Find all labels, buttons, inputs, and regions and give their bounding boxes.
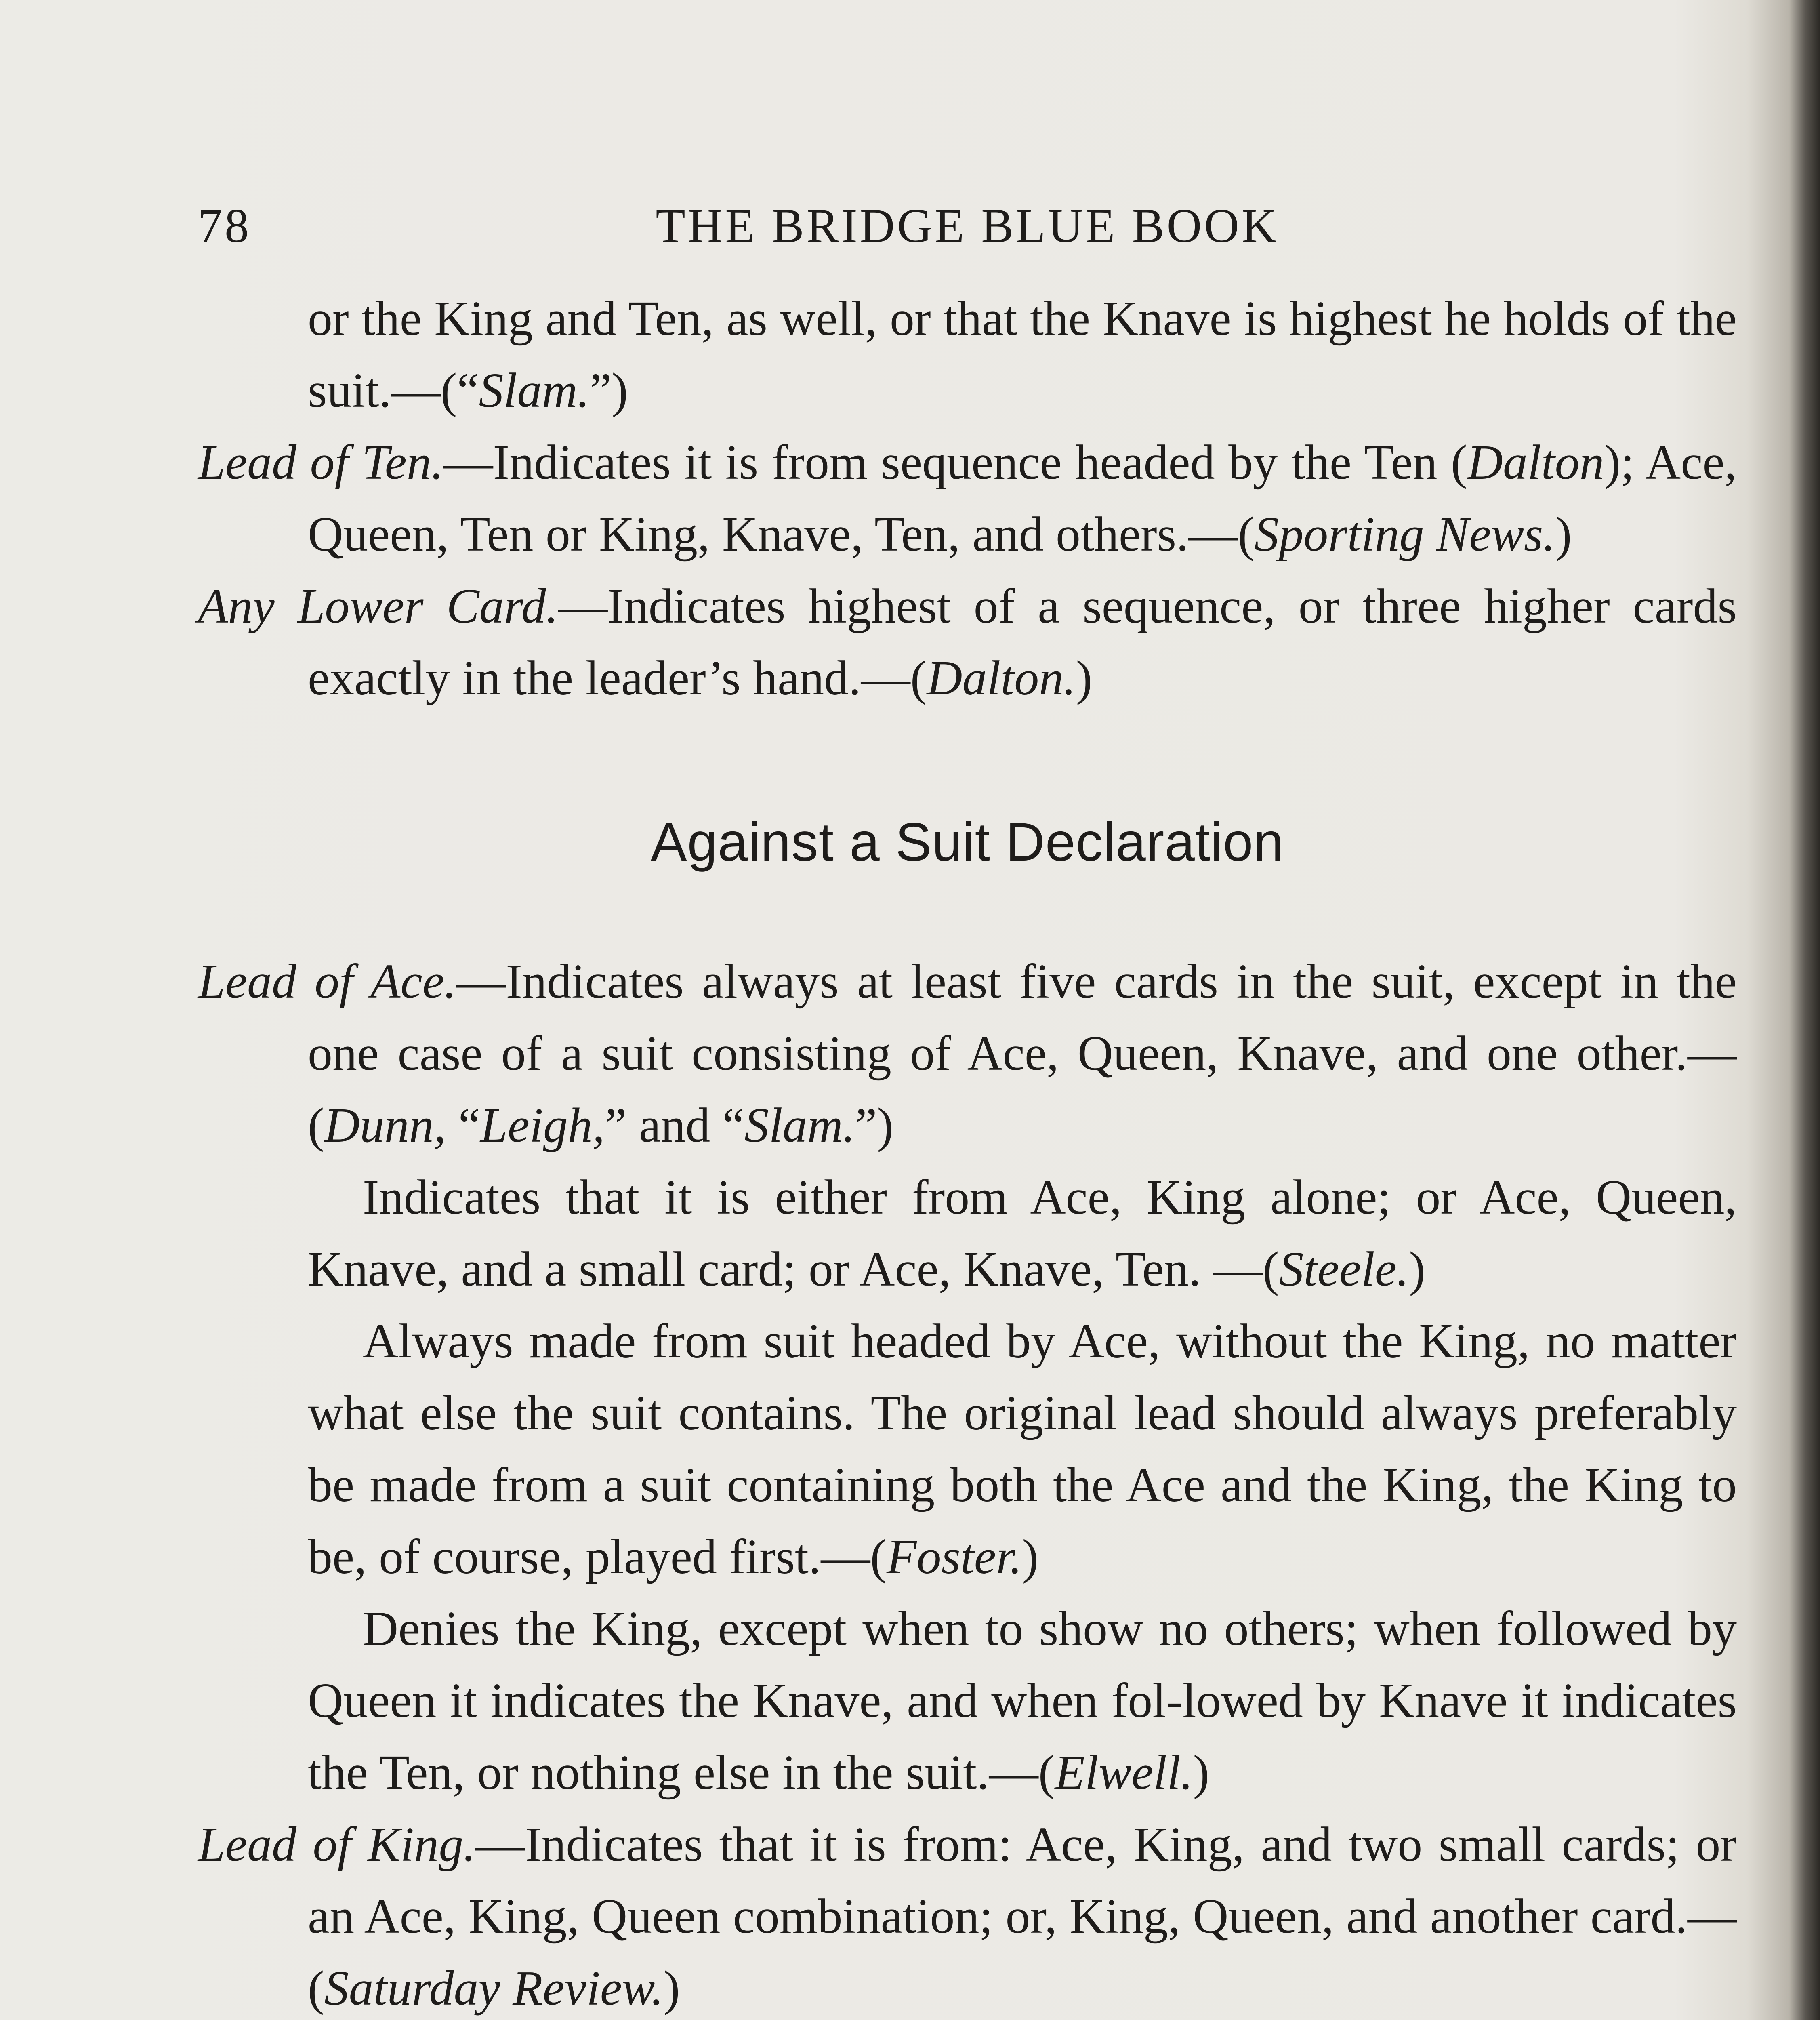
entry-lead-of-ace: Lead of Ace.—Indicates always at least five cards in the suit, except in the one case of a suit consisting of Ace, Queen, Knave, and one other.—(Dunn, “Leigh,” and “Slam.”): [198, 954, 1737, 1153]
citation: Elwell.: [1055, 1745, 1193, 1800]
citation: Saturday Review.: [324, 1961, 664, 2016]
running-head: [198, 198, 1737, 283]
entry-lead-of-ten: Lead of Ten.—Indicates it is from sequence headed by the Ten (Dalton); Ace, Queen, Ten or King, Knave, Ten, and others.—(Sporting News.): [198, 435, 1737, 562]
paragraph-foster: Always made from suit headed by Ace, without the King, no matter what else the suit contains. The original lead should always preferably be made from a suit containing both the Ace and the King, the King to be, of course, played first.—(Foster.): [308, 1314, 1737, 1584]
paragraph-elwell: Denies the King, except when to show no others; when followed by Queen it indicates the Knave, and when fol-lowed by Knave it indicates the Ten, or nothing else in the suit.—(Elwell.): [308, 1601, 1737, 1800]
entry-heading: Lead of Ten.: [198, 435, 444, 490]
paragraph-steele: Indicates that it is either from Ace, King alone; or Ace, Queen, Knave, and a small card; or Ace, Knave, Ten. —(Steele.): [308, 1170, 1737, 1296]
citation: Sporting News.: [1254, 507, 1555, 562]
paragraph-continuation: or the King and Ten, as well, or that the Knave is highest he holds of the suit.—(“Slam.”): [308, 291, 1737, 418]
running-head-title: THE BRIDGE BLUE BOOK: [656, 199, 1279, 253]
citation: Foster.: [887, 1530, 1022, 1584]
citation: Dunn,: [324, 1098, 446, 1153]
citation: Leigh,: [480, 1098, 605, 1153]
citation: Slam.: [479, 363, 590, 418]
entry-heading: Any Lower Card.: [198, 579, 559, 633]
text-block: [198, 198, 1737, 2020]
section-heading: Against a Suit Declaration: [651, 812, 1284, 872]
entry-any-lower-card: Any Lower Card.—Indicates highest of a sequence, or three higher cards exactly in the leader’s hand.—(Dalton.): [198, 579, 1737, 705]
entry-lead-of-king: Lead of King.—Indicates that it is from: Ace, King, and two small cards; or an Ace, King, Queen combination; or, King, Queen, and another card.—(Saturday Review.): [198, 1817, 1737, 2016]
citation: Steele.: [1279, 1242, 1409, 1296]
citation: Slam.: [744, 1098, 855, 1153]
page-number: 78: [198, 199, 251, 253]
citation: Dalton.: [927, 651, 1076, 705]
entry-heading: Lead of King.: [198, 1817, 476, 1872]
entry-heading: Lead of Ace.: [198, 954, 457, 1009]
citation: Dalton: [1467, 435, 1604, 490]
